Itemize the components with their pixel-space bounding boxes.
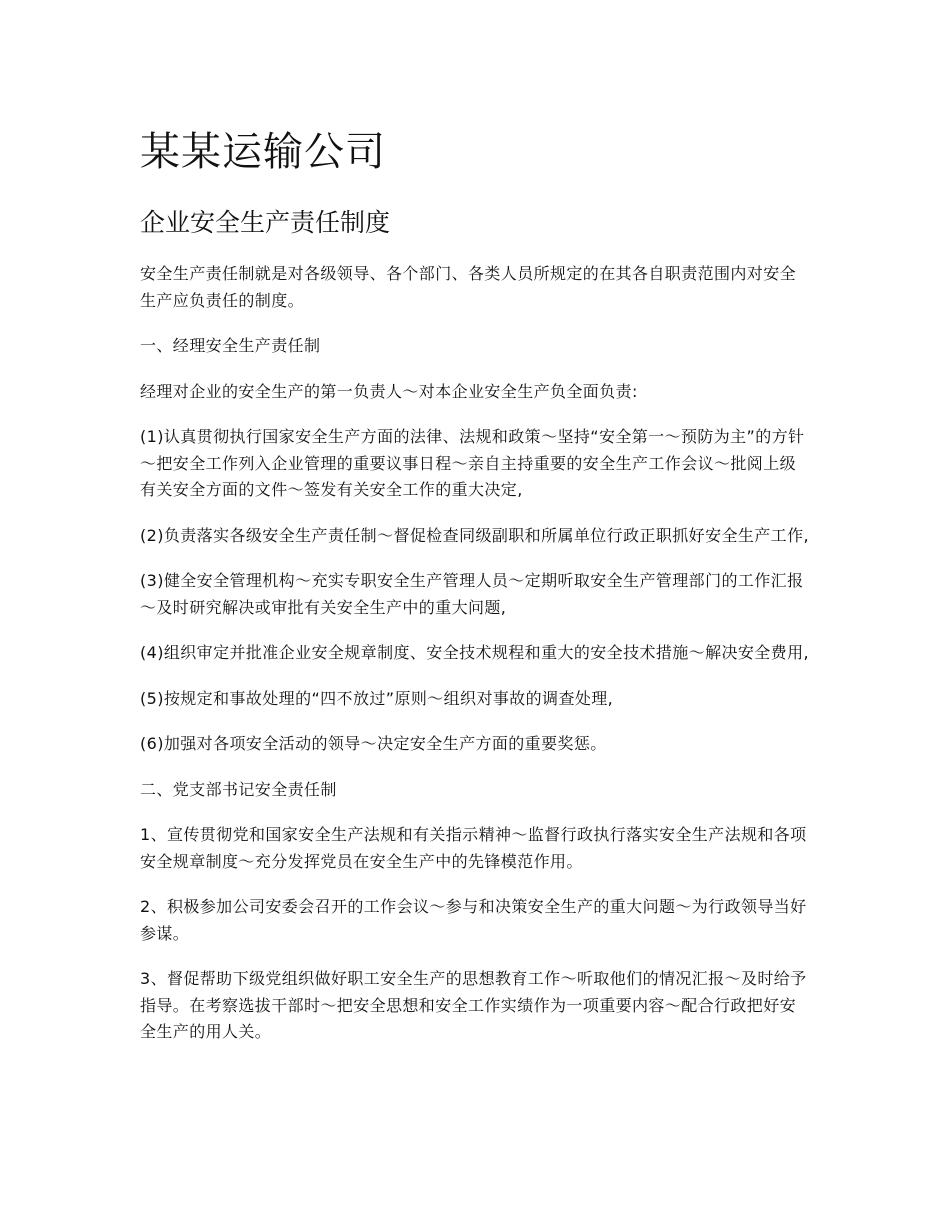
paragraph-intro: 安全生产责任制就是对各级领导、各个部门、各类人员所规定的在其各自职责范围内对安全生产应负责任的制度。 [140, 264, 797, 310]
paragraph-item-1: (1)认真贯彻执行国家安全生产方面的法律、法规和政策～坚持“安全第一～预防为主”的方针～把安全工作列入企业管理的重要议事日程～亲自主持重要的安全生产工作会议～批阅上级有关安全方面的文件～签发有关安全工作的重大决定, [140, 427, 805, 499]
paragraph-item-2: (2)负责落实各级安全生产责任制～督促检查同级副职和所属单位行政正职抓好安全生产工作, [140, 525, 809, 545]
section-heading-party-secretary: 二、党支部书记安全责任制 [140, 779, 337, 799]
paragraph-manager-lead: 经理对企业的安全生产的第一负责人～对本企业安全生产负全面负责: [140, 381, 638, 401]
document-page [140, 122, 812, 1065]
paragraph-secretary-1: 1、宣传贯彻党和国家安全生产法规和有关指示精神～监督行政执行落实安全生产法规和各项安全规章制度～充分发挥党员在安全生产中的先锋模范作用。 [140, 825, 807, 871]
section-heading-manager: 一、经理安全生产责任制 [140, 336, 321, 355]
paragraph-item-5: (5)按规定和事故处理的“四不放过”原则～组织对事故的调查处理, [140, 688, 614, 708]
paragraph-item-4: (4)组织审定并批准企业安全规章制度、安全技术规程和重大的安全技术措施～解决安全费用, [140, 643, 809, 662]
document-subtitle: 企业安全生产责任制度 [140, 208, 391, 237]
paragraph-secretary-3: 3、督促帮助下级党组织做好职工安全生产的思想教育工作～听取他们的情况汇报～及时给予指导。在考察选拔干部时～把安全思想和安全工作实绩作为一项重要内容～配合行政把好安全生产的用人关。 [140, 969, 807, 1041]
paragraph-secretary-2: 2、积极参加公司安委会召开的工作会议～参与和决策安全生产的重大问题～为行政领导当好参谋。 [140, 897, 807, 943]
paragraph-item-3: (3)健全安全管理机构～充实专职安全生产管理人员～定期听取安全生产管理部门的工作汇报～及时研究解决或审批有关安全生产中的重大问题, [140, 571, 804, 617]
document-title: 某某运输公司 [140, 129, 386, 175]
paragraph-item-6: (6)加强对各项安全活动的领导～决定安全生产方面的重要奖惩。 [140, 734, 607, 753]
